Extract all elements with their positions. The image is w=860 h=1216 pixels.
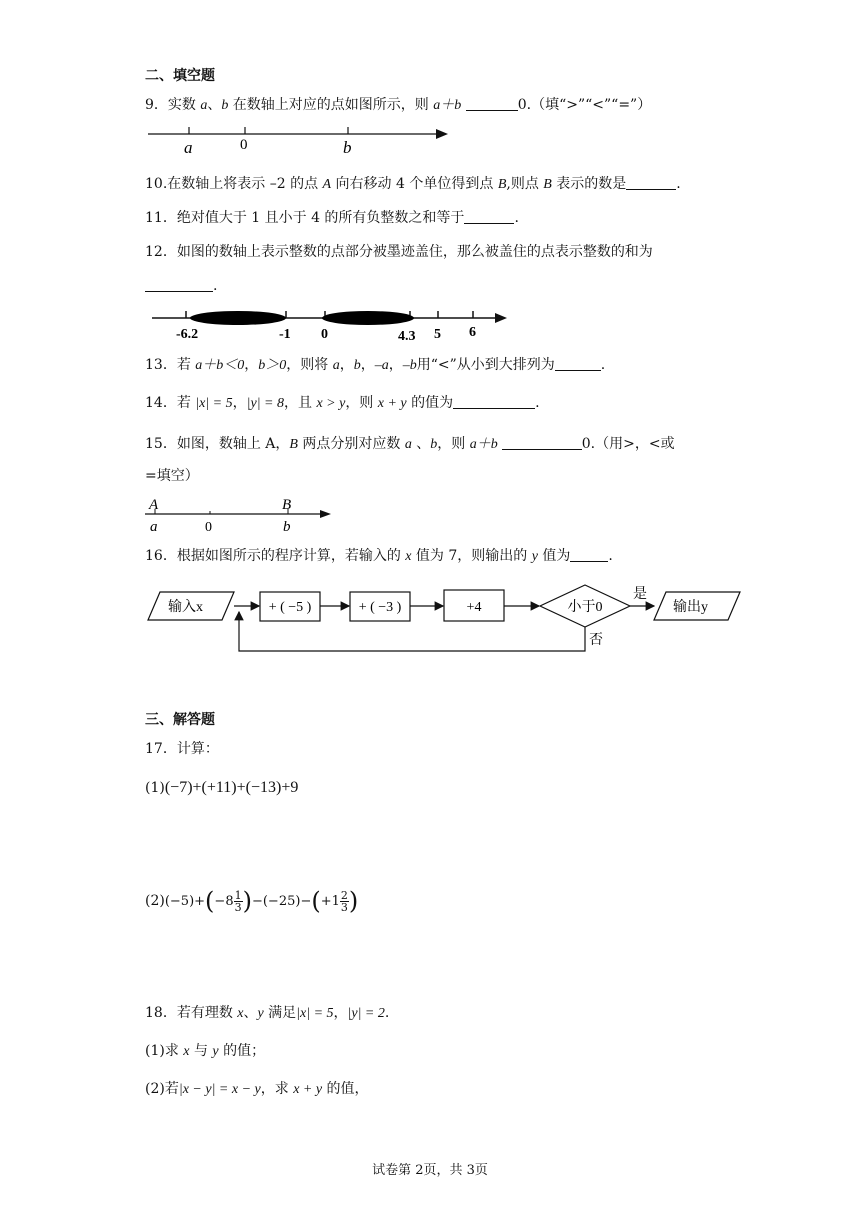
q15-text-3: ，则 [437,436,470,452]
question-17-title: 17．计算： [145,741,219,757]
q16-text-3: 值为 [537,548,571,564]
q15-text-1: 15．如图，数轴上 A， [145,436,290,452]
q18-p2-mid: ，求 [260,1081,294,1097]
q18-p2-text: (2)若 [145,1081,179,1097]
flow-op2-label: + ( −3 ) [358,600,402,615]
q18-condition-x: |x| = 5 [296,1006,334,1021]
q13-var-a: a [332,358,340,373]
q15-expr: a＋b [469,437,498,452]
q13-text-3: 用“<”从小到大排列为 [416,357,555,373]
q18-p2-condition: |x − y| = x − y [178,1082,261,1097]
q13-text-1: 13．若 [145,357,196,373]
q17-p2-whole-1: −8 [214,894,234,909]
question-12: 12．如图的数轴上表示整数的点部分被墨迹盖住，那么被盖住的点表示整数的和为 [145,244,653,260]
q13-comma-2: ， [360,357,375,373]
q12-label-neg6-2: -6.2 [176,327,199,342]
q12-label-neg1: -1 [279,327,291,342]
question-18-part-1 [145,1042,265,1061]
q18-p1-mid: 与 [189,1043,213,1059]
q10-point-b: B [497,177,507,192]
q10-text-2: 向右移动 4 个单位得到点 [331,176,498,192]
q12-label-4-3: 4.3 [398,329,416,344]
q17-p2-fraction-1 [234,890,243,913]
q9-text-before: 9．实数 [145,97,201,113]
q14-text-2: ，且 [283,395,317,411]
q17-p2-whole-2: +1 [320,894,340,909]
q18-p2-end: 的值， [322,1081,369,1097]
q17-p2-term-1: (−5)+ [164,894,206,909]
q13-text-2: ，则将 [286,357,333,373]
q10-text-3: ,则点 [506,176,544,192]
q12-end: . [213,278,218,294]
q18-end: . [384,1005,390,1021]
q10-point-b-2: B [543,177,552,192]
q9-sep: 、 [207,97,222,113]
q13-sep: ， [244,357,259,373]
q11-text: 11．绝对值大于 1 且小于 4 的所有负整数之和等于 [145,210,465,226]
q12-label-6: 6 [469,325,476,340]
section-heading-solve: 三、解答题 [145,712,215,728]
q9-var-b: b [221,98,229,113]
q9-axis-label-a: a [184,138,193,157]
q13-neg-a: –a [374,358,389,373]
q18-sep: 、 [243,1005,258,1021]
q10-end: . [676,176,681,192]
question-18-part-2 [145,1080,369,1099]
q14-sep: ， [232,395,247,411]
q15-axis-label-b: b [283,519,291,535]
flow-no-label: 否 [589,633,603,648]
q12-label-zero: 0 [321,327,328,342]
q18-p1-var-y: y [212,1044,219,1059]
q17-p2-frac1-den: 3 [234,900,242,914]
q15-var-b: b [430,437,438,452]
q9-axis-label-zero: 0 [240,137,248,153]
q16-end: . [608,548,613,564]
q14-condition-x: |x| = 5 [195,396,233,411]
q15-axis-label-a: a [150,519,158,535]
q17-p2-term-2: −(−25)− [251,894,312,909]
question-17-part-1 [145,776,298,799]
q15-point-b: B [289,437,298,452]
q17-p2-label: (2) [145,893,165,909]
q14-text-1: 14．若 [145,395,196,411]
q13-comma-3: ， [388,357,403,373]
flow-yes-label: 是 [633,587,647,602]
q18-p1-end: 的值； [218,1043,266,1059]
q14-condition-y: |y| = 8 [246,396,284,411]
q18-p1-text: (1)求 [145,1043,184,1059]
q13-var-b: b [353,358,361,373]
q15-point-label-b: B [282,497,292,513]
q9-text-mid: 在数轴上对应的点如图所示，则 [228,97,434,113]
question-18 [145,1004,389,1023]
q18-var-y: y [257,1006,264,1021]
q10-point-a: A [322,177,332,192]
q12-label-5: 5 [434,327,441,342]
q14-expr: x + y [377,396,407,411]
q14-text-3: ，则 [345,395,378,411]
q13-condition-2: b＞0 [258,358,287,373]
question-15-line-2: =填空） [145,468,199,484]
q15-point-label-a: A [149,497,159,513]
q16-var-x: x [405,549,412,564]
q16-var-y: y [531,549,538,564]
q18-var-x: x [237,1006,244,1021]
q15-text-2: 两点分别对应数 [297,436,405,452]
q17-p1-label: (1) [145,780,165,796]
q14-text-4: 的值为 [406,395,454,411]
page-footer: 试卷第 2页，共 3页 [372,1163,488,1178]
q9-axis-label-b: b [343,138,352,157]
q13-end: . [600,357,606,373]
q13-neg-b: –b [402,358,417,373]
section-heading-fill-in: 二、填空题 [145,68,215,84]
q9-expr: a＋b [433,98,462,113]
flow-op1-label: + ( −5 ) [268,600,312,615]
q13-condition-1: a＋b＜0 [195,358,245,373]
flow-op3-label: +4 [466,600,482,615]
q16-text-1: 16．根据如图所示的程序计算，若输入的 [145,548,406,564]
q18-text-2: 满足 [263,1005,297,1021]
q9-text-after: 0.（填“>”“<”“=”） [517,97,652,113]
q18-condition-sep: ， [333,1005,348,1021]
q17-p2-fraction-2 [340,890,349,913]
q11-end: . [514,210,519,226]
q18-condition-y: |y| = 2 [347,1006,385,1021]
q14-end: . [535,395,540,411]
flow-input-label: 输入x [168,600,203,615]
q15-sep: 、 [411,436,431,452]
q16-text-2: 值为 7，则输出的 [411,548,532,564]
flow-decision-label: 小于0 [567,600,603,615]
q17-p2-frac1-num: 1 [234,888,242,902]
q13-comma-1: ， [339,357,354,373]
q9-var-a: a [200,98,208,113]
q17-p1-expression: (−7)+(+11)+(−13)+9 [164,779,299,796]
q18-p1-var-x: x [183,1044,190,1059]
q10-text-1: 10.在数轴上将表示 –2 的点 [145,176,323,192]
q15-axis-label-zero: 0 [205,520,212,535]
q14-condition-xy: x > y [316,396,346,411]
q18-text-1: 18．若有理数 [145,1005,238,1021]
q15-text-4: 0.（用>，<或 [581,436,675,452]
flow-output-label: 输出y [673,600,708,615]
q10-text-4: 表示的数是 [551,176,627,192]
q17-p2-frac2-num: 2 [340,888,348,902]
q15-var-a: a [404,437,412,452]
q18-p2-expr: x + y [293,1082,323,1097]
q17-p2-frac2-den: 3 [340,900,348,914]
question-17-part-2: (2)(−5)+(−8 $\frac{1}{3}$ )−(−25)−(+1 $\frac{2}{3}$ ) [145,887,359,915]
